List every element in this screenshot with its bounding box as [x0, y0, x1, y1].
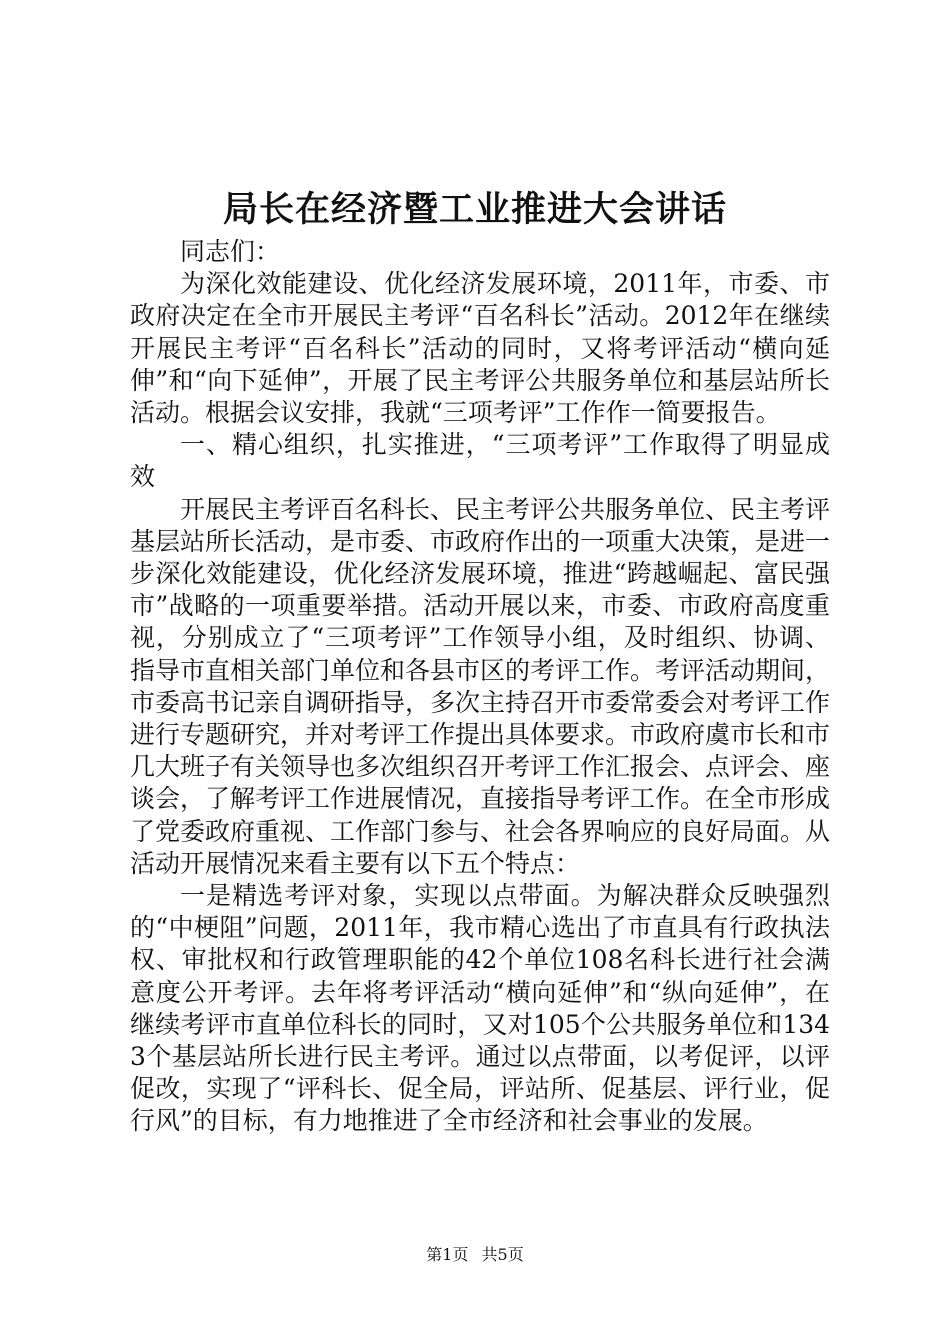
paragraph-feature-1: 一是精选考评对象，实现以点带面。为解决群众反映强烈的“中梗阻”问题，2011年，我市精心选出了市直具有行政执法权、审批权和行政管理职能的42个单位108名科长进行社会满意度公开考评。去年将考评活动“横向延伸”和“纵向延伸”，在继续考评市直单位科长的同时，又对105个公共服务单位和1343个基层站所长进行民主考评。通过以点带面，以考促评，以评促改，实现了“评科长、促全局，评站所、促基层、评行业，促行风”的目标，有力地推进了全市经济和社会事业的发展。: [130, 881, 830, 1136]
salutation: 同志们：: [180, 237, 281, 266]
section-heading-1: 一、精心组织，扎实推进，“三项考评”工作取得了明显成效: [130, 430, 830, 492]
page-footer: [0, 1244, 950, 1266]
document-title: 局长在经济暨工业推进大会讲话: [222, 189, 727, 230]
paragraph-intro: 为深化效能建设、优化经济发展环境，2011年，市委、市政府决定在全市开展民主考评“百名科长”活动。2012年在继续开展民主考评“百名科长”活动的同时，又将考评活动“横向延伸”和“向下延伸”，开展了民主考评公共服务单位和基层站所长活动。根据会议安排，我就“三项考评”工作作一简要报告。: [130, 269, 830, 428]
paragraph-overview: 开展民主考评百名科长、民主考评公共服务单位、民主考评基层站所长活动，是市委、市政府作出的一项重大决策，是进一步深化效能建设，优化经济发展环境，推进“跨越崛起、富民强市”战略的一项重要举措。活动开展以来，市委、市政府高度重视，分别成立了“三项考评”工作领导小组，及时组织、协调、指导市直相关部门单位和各县市区的考评工作。考评活动期间，市委高书记亲自调研指导，多次主持召开市委常委会对考评工作进行专题研究，并对考评工作提出具体要求。市政府虞市长和市几大班子有关领导也多次组织召开考评工作汇报会、点评会、座谈会，了解考评工作进展情况，直接指导考评工作。在全市形成了党委政府重视、工作部门参与、社会各界响应的良好局面。从活动开展情况来看主要有以下五个特点：: [130, 494, 831, 878]
page-number: 第1页: [426, 1245, 469, 1264]
page-count: 共5页: [481, 1245, 524, 1264]
document-body: [130, 236, 830, 1138]
